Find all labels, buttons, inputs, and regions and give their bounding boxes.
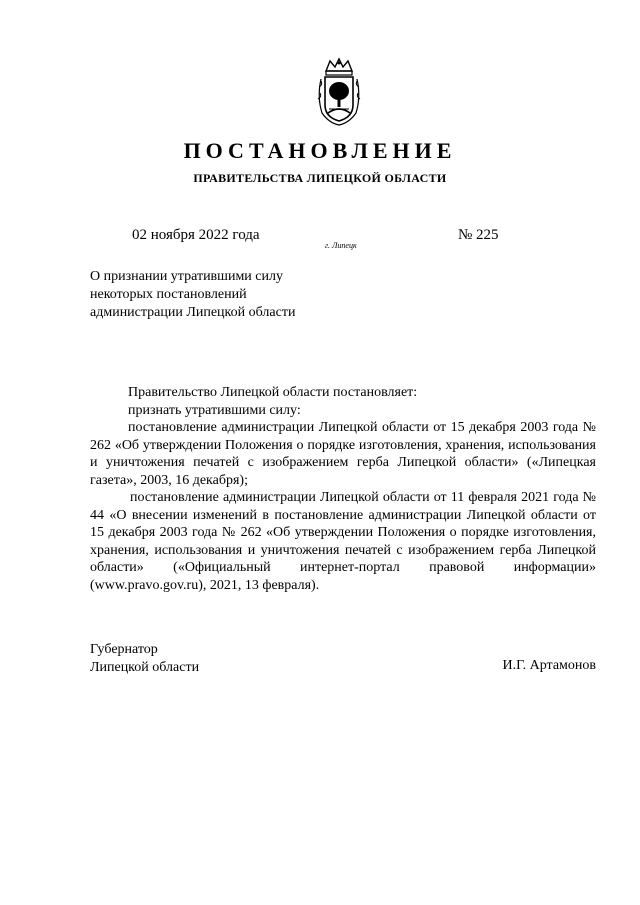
document-place: г. Липецк <box>325 241 357 250</box>
subject-line: некоторых постановлений <box>90 287 247 302</box>
body-intro: Правительство Липецкой области постановляет: <box>128 385 418 400</box>
document-number: № 225 <box>458 227 499 243</box>
document-subtitle: ПРАВИТЕЛЬСТВА ЛИПЕЦКОЙ ОБЛАСТИ <box>193 171 447 185</box>
body-item-2: постановление администрации Липецкой области от 11 февраля 2021 года № 44 «О внесении изменений в постановление администрации Липецкой области от 15 декабря 2003 года № 262 «Об утверждении Положения о порядке изготовления, хранения, использования и уничтожения печатей с изображением герба Липецкой области» («Официальный интернет-портал правовой информации» (www.pravo.gov.ru), 2021, 13 февраля). <box>90 490 596 593</box>
body-item-1: постановление администрации Липецкой области от 15 декабря 2003 года № 262 «Об утверждении Положения о порядке изготовления, хранения, использования и уничтожения печатей с изображением герба Липецкой области» («Липецкая газета», 2003, 16 декабря); <box>90 420 596 488</box>
signature-role <box>90 641 199 676</box>
signature-role-line: Липецкой области <box>90 659 200 675</box>
subject-line: О признании утратившими силу <box>90 269 283 284</box>
signature-role-line: Губернатор <box>90 642 158 657</box>
coat-of-arms-icon <box>314 57 364 127</box>
document-title: ПОСТАНОВЛЕНИЕ <box>183 138 457 163</box>
signature-name: И.Г. Артамонов <box>502 658 596 673</box>
body-decree: признать утратившими силу: <box>128 402 301 418</box>
subject-line: администрации Липецкой области <box>90 305 296 320</box>
document-subject <box>90 268 295 322</box>
document-date: 02 ноября 2022 года <box>132 227 260 243</box>
document-body <box>90 384 596 594</box>
